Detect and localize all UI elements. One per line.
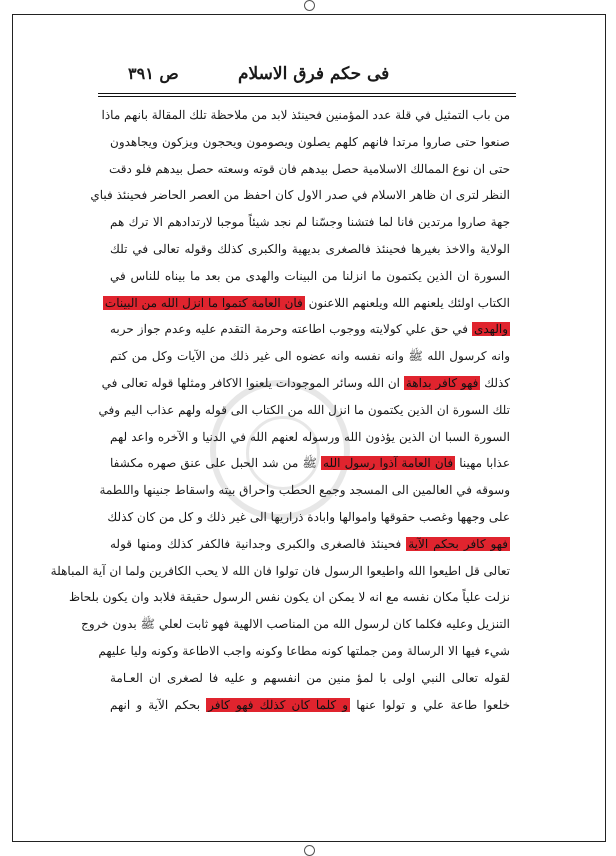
body-text	[50, 102, 511, 718]
text-segment: في حق علي كولايته ووجوب اطاعته وحرمة التقدم عليه وعدم جواز حربه	[110, 322, 472, 337]
text-line	[99, 477, 510, 504]
page-number: ص ۳۹۱	[128, 64, 179, 83]
text-segment: فحينئذ فالصغرى والكبرى وجدانية فالكفر كذلك ومنها قوله	[110, 536, 407, 551]
text-line	[110, 450, 510, 477]
text-segment: تعالى قل اطيعوا الله واطيعوا الرسول فان تولوا فان الله لا يحب الكافرين ولما ان آية المباهلة	[50, 563, 510, 578]
header-title: فی حکم فرق الاسلام	[238, 64, 390, 84]
text-line	[98, 638, 510, 665]
text-segment: وانه كرسول الله ﷺ وانه نفسه وانه عضوه الى غير ذلك من الآيات وكل من كتم	[110, 349, 510, 364]
text-line	[68, 584, 510, 611]
header-rule-double	[98, 96, 516, 97]
highlighted-phrase: فهو كافر بداهة	[405, 375, 479, 390]
text-segment: نزلت علياً مكان نفسه مع انه لا يمكن ان يكون نفس الرسول حقيقة فلابد وان يكون بلحاظ	[68, 590, 510, 605]
text-segment: التنزيل وعليه فكلما كان لرسول الله من المناصب الالهية فهو ثابت لعلي ﷺ بدون خروج	[81, 617, 510, 632]
text-segment: كذلك	[480, 375, 510, 390]
top-resize-handle[interactable]	[304, 0, 315, 11]
text-segment: الولاية والاخذ بغيرها فحينئذ فالصغرى بديهية والكبرى كذلك وقوله تعالى في تلك	[110, 241, 510, 256]
text-line	[110, 236, 510, 263]
text-line	[50, 558, 510, 585]
header-rule	[98, 93, 516, 94]
highlighted-phrase: فهو كافر بحكم الآية	[408, 536, 508, 551]
text-segment: صنعوا حتى صاروا مرتدا فانهم كلهم يصلون ويصومون ويحجون ويزكون ويجاهدون	[110, 134, 510, 149]
text-segment: خلعوا طاعة علي و تولوا عنها	[350, 697, 510, 712]
text-line	[110, 209, 510, 236]
text-line	[90, 182, 510, 209]
highlighted-phrase: فان العامة آذوا رسول الله	[323, 456, 454, 471]
bottom-resize-handle[interactable]	[304, 845, 315, 856]
text-line	[81, 611, 510, 638]
text-segment: من باب التمثيل في قلة عدد المؤمنين فحينئذ لابد من ملاحظة تلك المقالة بانهم ماذا	[101, 108, 510, 122]
text-line	[110, 665, 510, 692]
text-segment: عذابا مهينا	[455, 456, 511, 471]
text-line	[110, 263, 510, 290]
text-segment: ﷺ من شد الحبل على عنق صهره مكشفا	[110, 456, 322, 471]
text-line	[110, 692, 510, 719]
highlighted-phrase: والهدى	[473, 322, 508, 337]
text-segment: النظر لترى ان ظاهر الاسلام في صدر الاول كان احفظ من العصر الحاضر فحينئذ فباي	[90, 188, 510, 203]
text-line	[110, 343, 510, 370]
text-segment: ان الله وسائر الموجودات يلعنوا الاكافر ومثلها قوله تعالى في	[101, 375, 404, 390]
text-segment: السورة ان الذين يكتمون ما انزلنا من البينات والهدى من بعد ما بيناه للناس في	[110, 268, 510, 283]
text-segment: جهة صاروا مرتدين فانا لما فتشنا وجسّنا لم نجد شيئاً موجبا لارتدادهم الا ترك هم	[110, 215, 510, 230]
text-segment: شيء فيها الا الرسالة ومن جملتها كونه مطاعا وكونه واجب الاطاعة وكونه وليا عليهم	[98, 643, 510, 658]
text-line	[98, 397, 510, 424]
text-line	[110, 156, 510, 183]
highlighted-phrase: و كلما كان كذلك فهو كافر	[208, 697, 349, 712]
text-line	[110, 424, 510, 451]
text-line	[110, 316, 510, 343]
highlighted-phrase: فان العامة كتموا ما انزل الله من البينات	[104, 295, 303, 310]
text-line	[107, 504, 510, 531]
text-segment: تلك السورة ان الذين يكتمون ما انزل الله من الكتاب الى قوله ولهم عذاب اليم وفي	[98, 402, 510, 417]
text-line	[104, 290, 510, 317]
text-segment: حتى ان نوع الممالك الاسلامية حصل بيدهم فان قوته وسعته حصل بيدهم فلو دقت	[109, 161, 510, 176]
text-line	[101, 102, 510, 129]
text-line	[110, 531, 510, 558]
text-segment: على وجهها وغصب حقوقها واموالها وابادة ذراريها الى غير ذلك و كل من كان كذلك	[107, 509, 510, 524]
text-segment: بحكم الآية و انهم	[110, 697, 207, 712]
text-line	[101, 370, 510, 397]
text-segment: لقوله تعالى النبي اولى با لمؤ منين من انفسهم و عليه فا لصغرى ان العـامة	[110, 670, 510, 685]
text-line	[110, 129, 510, 156]
text-segment: السورة السبا ان الذين يؤذون الله ورسوله لعنهم الله في الدنيا و الآخره واعد لهم	[110, 429, 510, 444]
page-header	[88, 60, 518, 90]
text-segment: وسوقه في العالمين الى المسجد وجمع الحطب واحراق بيته واسقاط جنينها واللطمة	[99, 483, 510, 498]
text-segment: الكتاب اولئك يلعنهم الله ويلعنهم اللاعنون	[304, 295, 510, 310]
